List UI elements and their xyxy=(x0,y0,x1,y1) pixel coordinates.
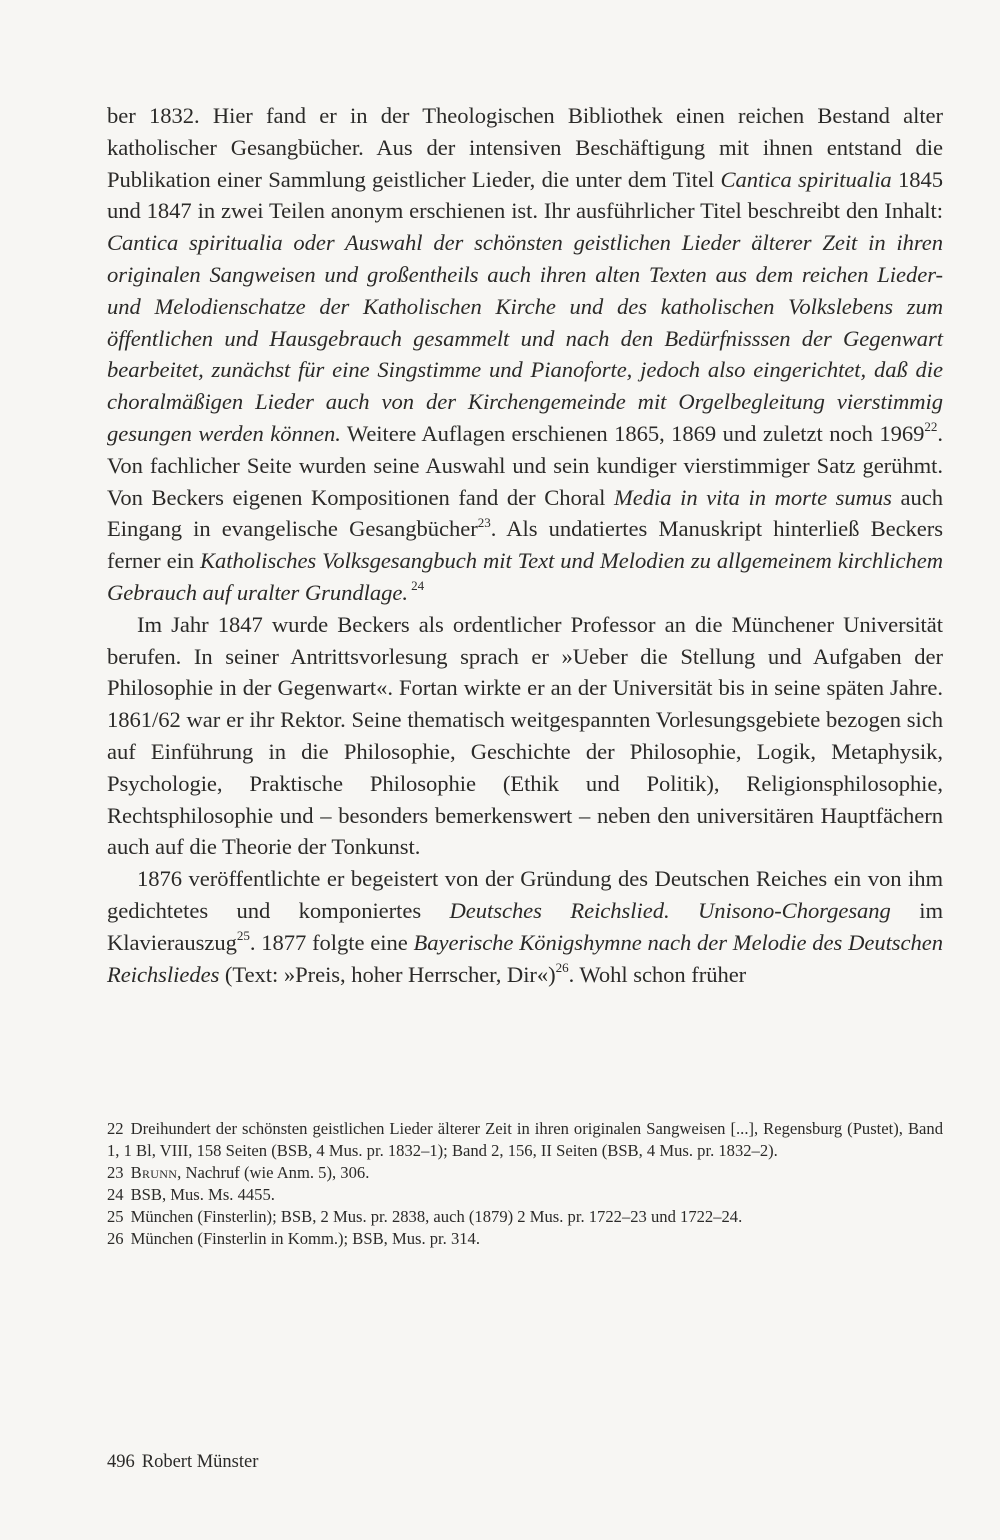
footnote-25 xyxy=(107,1206,943,1228)
footnote-reference-26[interactable]: 26 xyxy=(555,959,569,975)
footnote-26 xyxy=(107,1228,943,1250)
footnote-number: 24 xyxy=(107,1185,124,1204)
footnote-text: BSB, Mus. Ms. 4455. xyxy=(130,1185,275,1204)
italic-koenigshymne-title: Bayerische Königshymne nach der Melodie des Deutschen Reichsliedes xyxy=(107,929,943,987)
paragraph-text: (Text: »Preis, hoher Herrscher, Dir«) xyxy=(219,961,556,987)
footnote-number: 25 xyxy=(107,1207,124,1226)
paragraph-text: 1845 und 1847 in zwei Teilen anonym erschienen ist. Ihr ausführlicher Titel beschreibt den Inhalt: xyxy=(107,166,943,224)
paragraph-text: . Von fachlicher Seite wurden seine Auswahl und sein kundiger vierstimmiger Satz gerühmt. Von Beckers eigenen Kompositionen fand der Choral xyxy=(107,420,943,510)
paragraph-text: . 1877 folgte eine xyxy=(249,929,414,955)
paragraph-professorship: Im Jahr 1847 wurde Beckers als ordentlicher Professor an die Münchener Universität berufen. In seiner Antrittsvorlesung sprach er »Ueber die Stellung und Aufgaben der Philosophie in der Gegenwart«. Fortan wirkte er an der Universität bis in seine späten Jahre. 1861/62 war er ihr Rektor. Seine thematisch weitgespannten Vorlesungsgebiete bezogen sich auf Einführung in die Philosophie, Geschichte der Philosophie, Logik, Metaphysik, Psychologie, Praktische Philosophie (Ethik und Politik), Religionsphilosophie, Rechtsphilosophie und – besonders bemerkenswert – neben den universitären Hauptfächern auch auf die Theorie der Tonkunst. xyxy=(107,611,943,860)
paragraph-text: . Wohl schon früher xyxy=(568,961,747,987)
footnote-24 xyxy=(107,1184,943,1206)
footnote-reference-22[interactable]: 22 xyxy=(924,419,938,435)
footnote-text: , Nachruf (wie Anm. 5), 306. xyxy=(177,1163,370,1182)
page-number: 496 xyxy=(107,1452,135,1472)
page-body xyxy=(107,100,943,990)
footnote-reference-23[interactable]: 23 xyxy=(477,514,491,530)
footnote-number: 26 xyxy=(107,1229,124,1248)
footnote-number: 23 xyxy=(107,1163,124,1182)
footnote-reference-24[interactable]: 24 xyxy=(407,578,425,594)
footnote-text: Dreihundert der schönsten geistlichen Lieder älterer Zeit in ihren originalen Sangweisen [...], Regensburg (Pustet), Band 1, 1 Bl, VIII, 158 Seiten (BSB, 4 Mus. pr. 1832–1); Band 2, 156, II Seiten (BSB, 4 Mus. pr. 1832–2). xyxy=(107,1119,943,1160)
running-author: Robert Münster xyxy=(141,1452,259,1472)
italic-choral-title: Media in vita in morte sumus xyxy=(614,484,892,510)
footnote-text: München (Finsterlin); BSB, 2 Mus. pr. 2838, auch (1879) 2 Mus. pr. 1722–23 und 1722–24. xyxy=(130,1207,743,1226)
paragraph-text: Weitere Auflagen erschienen 1865, 1869 und zuletzt noch 1969 xyxy=(340,420,925,446)
paragraph-text: . Als undatiertes Manuskript hinterließ Beckers ferner ein xyxy=(107,516,943,574)
italic-title: Cantica spiritualia xyxy=(720,166,892,192)
paragraph-text: im Klavierauszug xyxy=(107,897,943,955)
footnote-text: München (Finsterlin in Komm.); BSB, Mus. pr. 314. xyxy=(130,1229,480,1248)
footnote-reference-25[interactable]: 25 xyxy=(236,928,250,944)
page-footer xyxy=(107,1450,258,1474)
footnote-number: 22 xyxy=(107,1119,124,1138)
footnote-22 xyxy=(107,1118,943,1162)
paragraph-reichslied xyxy=(107,863,943,990)
paragraph-text: 1876 veröffentlichte er begeistert von der Gründung des Deutschen Reiches ein von ihm gedichtetes und komponiertes xyxy=(107,866,943,923)
paragraph-cantica-spiritualia xyxy=(107,100,943,609)
italic-full-title: Cantica spiritualia oder Auswahl der schönsten geistlichen Lieder älterer Zeit in ihren originalen Sangweisen und großentheils auch ihren alten Texten aus dem reichen Lieder- und Melodienschatze der Katholischen Kirche und des katholischen Volkslebens zum öffentlichen und Hausgebrauch gesammelt und nach den Bedürfnisssen der Gegenwart bearbeitet, zunächst für eine Singstimme und Pianoforte, jedoch also eingerichtet, daß die choralmäßigen Lieder auch von der Kirchengemeinde mit Orgelbegleitung vierstimmig gesungen werden können. xyxy=(107,230,943,446)
paragraph-text: ber 1832. Hier fand er in der Theologischen Bibliothek einen reichen Bestand alter katholischer Gesangbücher. Aus der intensiven Beschäftigung mit ihnen entstand die Publikation einer Sammlung geistlicher Lieder, die unter dem Titel xyxy=(107,103,943,192)
footnotes xyxy=(107,1118,943,1250)
italic-manuscript-title: Katholisches Volksgesangbuch mit Text und Melodien zu allgemeinem kirchlichem Gebrauch auf uralter Grundlage. xyxy=(107,548,943,605)
footnote-author: Brunn xyxy=(130,1163,178,1182)
italic-reichslied-title: Deutsches Reichslied. Unisono-Chorgesang xyxy=(449,897,891,923)
paragraph-text: auch Eingang in evangelische Gesangbücher xyxy=(107,484,943,542)
footnote-23 xyxy=(107,1162,943,1184)
